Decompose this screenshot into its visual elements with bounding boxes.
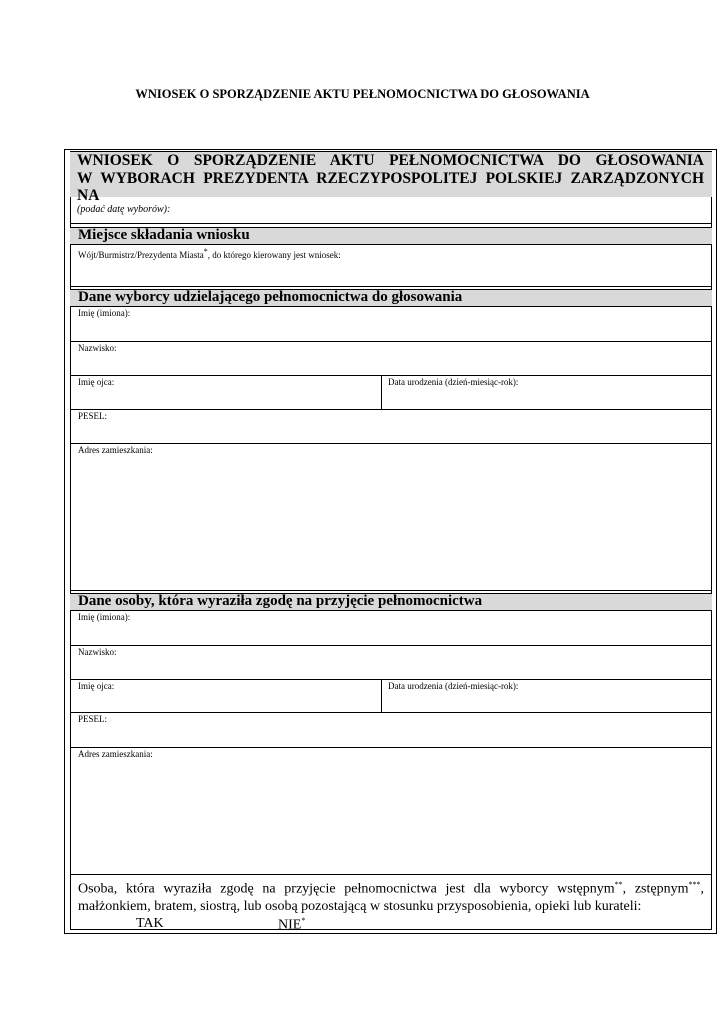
- proxy-address-label: Adres zamieszkania:: [78, 749, 153, 759]
- footnote-mark: *: [203, 247, 208, 256]
- voter-address-input[interactable]: [70, 444, 712, 589]
- footnote-mark: *: [301, 916, 306, 925]
- footnote-mark: ***: [688, 880, 701, 889]
- relation-text-b: , zstępnym: [622, 881, 689, 897]
- voter-pesel-label: PESEL:: [78, 411, 108, 421]
- voter-address-label: Adres zamieszkania:: [78, 445, 153, 455]
- voter-father-name-input[interactable]: [70, 376, 381, 409]
- proxy-birth-date-label: Data urodzenia (dzień-miesiąc-rok):: [388, 681, 519, 691]
- voter-last-name-label: Nazwisko:: [78, 343, 117, 353]
- voter-birth-date-input[interactable]: [382, 376, 712, 409]
- relation-line1: [78, 876, 704, 898]
- proxy-father-name-label: Imię ojca:: [78, 681, 115, 691]
- divider: [70, 223, 712, 224]
- section-place-title: Miejsce składania wniosku: [78, 227, 250, 243]
- divider: [70, 590, 712, 591]
- proxy-father-name-input[interactable]: [70, 680, 381, 712]
- divider: [70, 286, 712, 287]
- voter-birth-date-label: Data urodzenia (dzień-miesiąc-rok):: [388, 377, 519, 387]
- proxy-address-input[interactable]: [70, 748, 712, 873]
- proxy-pesel-input[interactable]: [70, 713, 712, 746]
- option-yes[interactable]: TAK: [136, 916, 164, 931]
- voter-father-name-label: Imię ojca:: [78, 377, 115, 387]
- voter-pesel-input[interactable]: [70, 410, 712, 442]
- proxy-birth-date-input[interactable]: [382, 680, 712, 712]
- voter-last-name-input[interactable]: [70, 342, 712, 374]
- place-input[interactable]: [70, 247, 712, 285]
- relation-text-a: Osoba, która wyraziła zgodę na przyjęcie pełnomocnictwa jest dla wyborcy wstępnym: [78, 881, 615, 897]
- option-no-label: NIE: [278, 917, 302, 933]
- option-no[interactable]: [278, 916, 305, 934]
- section-voter-title: Dane wyborcy udzielającego pełnomocnictwa do głosowania: [78, 289, 463, 305]
- form-header-note: (podać datę wyborów):: [77, 204, 171, 215]
- proxy-first-name-label: Imię (imiona):: [78, 612, 131, 622]
- place-field-label-suffix: , do którego kierowany jest wniosek:: [207, 250, 341, 260]
- divider: [70, 244, 712, 245]
- section-proxy-title: Dane osoby, która wyraziła zgodę na przyjęcie pełnomocnictwa: [78, 593, 483, 609]
- footnote-mark: **: [614, 880, 623, 889]
- form-header-line2: W WYBORACH PREZYDENTA RZECZYPOSPOLITEJ POLSKIEJ ZARZĄDZONYCH NA: [77, 170, 704, 204]
- proxy-last-name-label: Nazwisko:: [78, 647, 117, 657]
- place-field-label-text: Wójt/Burmistrz/Prezydenta Miasta: [78, 250, 204, 260]
- form-header: [77, 151, 704, 216]
- relation-statement: [78, 876, 704, 915]
- page-title: WNIOSEK O SPORZĄDZENIE AKTU PEŁNOMOCNICTWA DO GŁOSOWANIA: [135, 87, 590, 101]
- relation-line2: małżonkiem, bratem, siostrą, lub osobą pozostającą w stosunku przysposobienia, opieki lub kurateli:: [78, 898, 642, 914]
- proxy-last-name-input[interactable]: [70, 646, 712, 678]
- voter-first-name-input[interactable]: [70, 307, 712, 340]
- proxy-pesel-label: PESEL:: [78, 714, 108, 724]
- proxy-first-name-input[interactable]: [70, 611, 712, 644]
- form-header-line1: WNIOSEK O SPORZĄDZENIE AKTU PEŁNOMOCNICTWA DO GŁOSOWANIA: [77, 152, 704, 169]
- divider: [70, 874, 712, 875]
- voter-first-name-label: Imię (imiona):: [78, 308, 131, 318]
- relation-text-c: ,: [700, 881, 704, 897]
